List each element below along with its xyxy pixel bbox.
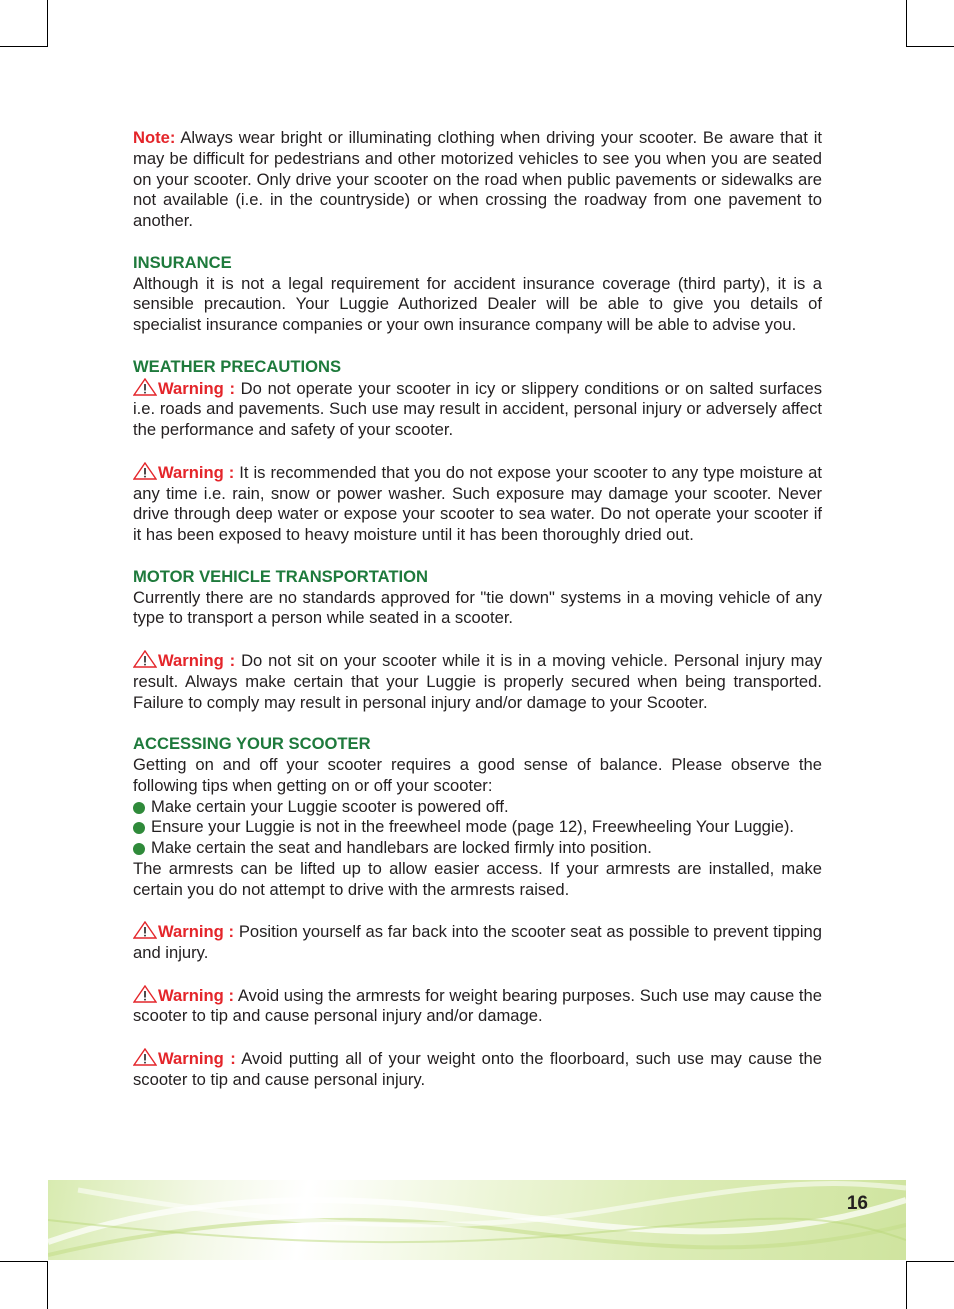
warning-text: Avoid putting all of your weight onto the floorboard, such use may cause the scooter to tip and cause personal injury. (133, 1049, 823, 1089)
warning-triangle-icon (133, 650, 157, 668)
weather-heading: WEATHER PRECAUTIONS (133, 356, 342, 376)
note-paragraph (133, 128, 822, 232)
page-number: 16 (846, 1193, 868, 1214)
warning-label: Warning : (158, 462, 235, 482)
crop-mark-bottom-right-v (906, 1261, 907, 1309)
list-item-text: Ensure your Luggie is not in the freewheel mode (page 12), Freewheeling Your Luggie). (151, 817, 794, 837)
note-text: Always wear bright or illuminating clothing when driving your scooter. Be aware that it may be difficult for pedestrians and other motorized vehicles to see you when you are seated on your scooter. Only drive your scooter on the road when public pavements or sidewalks are not available (i.e. in the countryside) or when crossing the roadway from one pavement to another. (133, 128, 822, 231)
bullet-dot-icon (133, 822, 145, 834)
warning-label: Warning : (158, 985, 235, 1005)
warning-triangle-icon (133, 378, 157, 396)
warning-text: Do not sit on your scooter while it is in a moving vehicle. Personal injury may result. Always make certain that your Luggie is properly secured when being transported. Failure to comply may result in personal injury and/or damage to your Scooter. (133, 650, 822, 712)
crop-mark-top-left-h (0, 46, 47, 47)
warning-text: It is recommended that you do not expose your scooter to any type moisture at any time i.e. rain, snow or power washer. Such exposure may damage your scooter. Never drive through deep water or expose your scooter to sea water. Do not operate your scooter if it has been exposed to heavy moisture until it has been thoroughly dried out. (133, 462, 823, 545)
insurance-heading: INSURANCE (133, 252, 232, 272)
accessing-intro: Getting on and off your scooter requires a good sense of balance. Please observe the following tips when getting on or off your scooter: (133, 754, 822, 795)
crop-mark-top-left-v (47, 0, 48, 47)
transport-heading: MOTOR VEHICLE TRANSPORTATION (133, 566, 428, 586)
list-item-text: Make certain your Luggie scooter is powered off. (151, 796, 509, 816)
transport-text: Currently there are no standards approved for "tie down" systems in a moving vehicle of any type to transport a person while seated in a scooter. (133, 587, 822, 628)
accessing-warning-3 (133, 1048, 822, 1091)
crop-mark-bottom-left-v (47, 1261, 48, 1309)
decorative-streaks (48, 1180, 906, 1260)
warning-label: Warning : (158, 922, 235, 942)
list-item-text: Make certain the seat and handlebars are locked firmly into position. (151, 838, 652, 858)
weather-warning-1 (133, 378, 822, 441)
insurance-text: Although it is not a legal requirement for accident insurance coverage (third party), it is a sensible precaution. Your Luggie Authorized Dealer will be able to give you details of specialist insurance companies or your own insurance company will be able to advise you. (133, 273, 822, 335)
warning-text: Avoid using the armrests for weight bearing purposes. Such use may cause the scooter to tip and cause personal injury and/or damage. (133, 985, 822, 1026)
warning-triangle-icon (133, 1048, 157, 1066)
list-item (133, 817, 822, 838)
bullet-dot-icon (133, 802, 145, 814)
warning-label: Warning : (158, 1049, 236, 1069)
list-item (133, 838, 822, 859)
crop-mark-top-right-v (906, 0, 907, 47)
warning-text: Position yourself as far back into the scooter seat as possible to prevent tipping and injury. (133, 922, 822, 963)
list-item (133, 797, 822, 818)
transport-warning (133, 650, 822, 713)
footer-band (48, 1180, 906, 1260)
note-label: Note: (133, 128, 176, 147)
warning-label: Warning : (158, 650, 236, 670)
warning-triangle-icon (133, 921, 157, 939)
warning-label: Warning : (158, 378, 235, 398)
crop-mark-bottom-left-h (0, 1261, 47, 1262)
page-content (133, 128, 822, 1091)
accessing-warning-1 (133, 921, 822, 964)
accessing-warning-2 (133, 985, 822, 1028)
warning-triangle-icon (133, 985, 157, 1003)
weather-warning-2 (133, 462, 822, 546)
accessing-heading: ACCESSING YOUR SCOOTER (133, 734, 371, 754)
warning-text: Do not operate your scooter in icy or slippery conditions or on salted surfaces i.e. roads and pavements. Such use may result in accident, personal injury or adversely affect the performance and safety of your scooter. (133, 378, 823, 440)
crop-mark-top-right-h (907, 46, 954, 47)
warning-triangle-icon (133, 462, 157, 480)
crop-mark-bottom-right-h (907, 1261, 954, 1262)
armrests-text: The armrests can be lifted up to allow easier access. If your armrests are installed, make certain you do not attempt to drive with the armrests raised. (133, 858, 822, 899)
bullet-dot-icon (133, 843, 145, 855)
